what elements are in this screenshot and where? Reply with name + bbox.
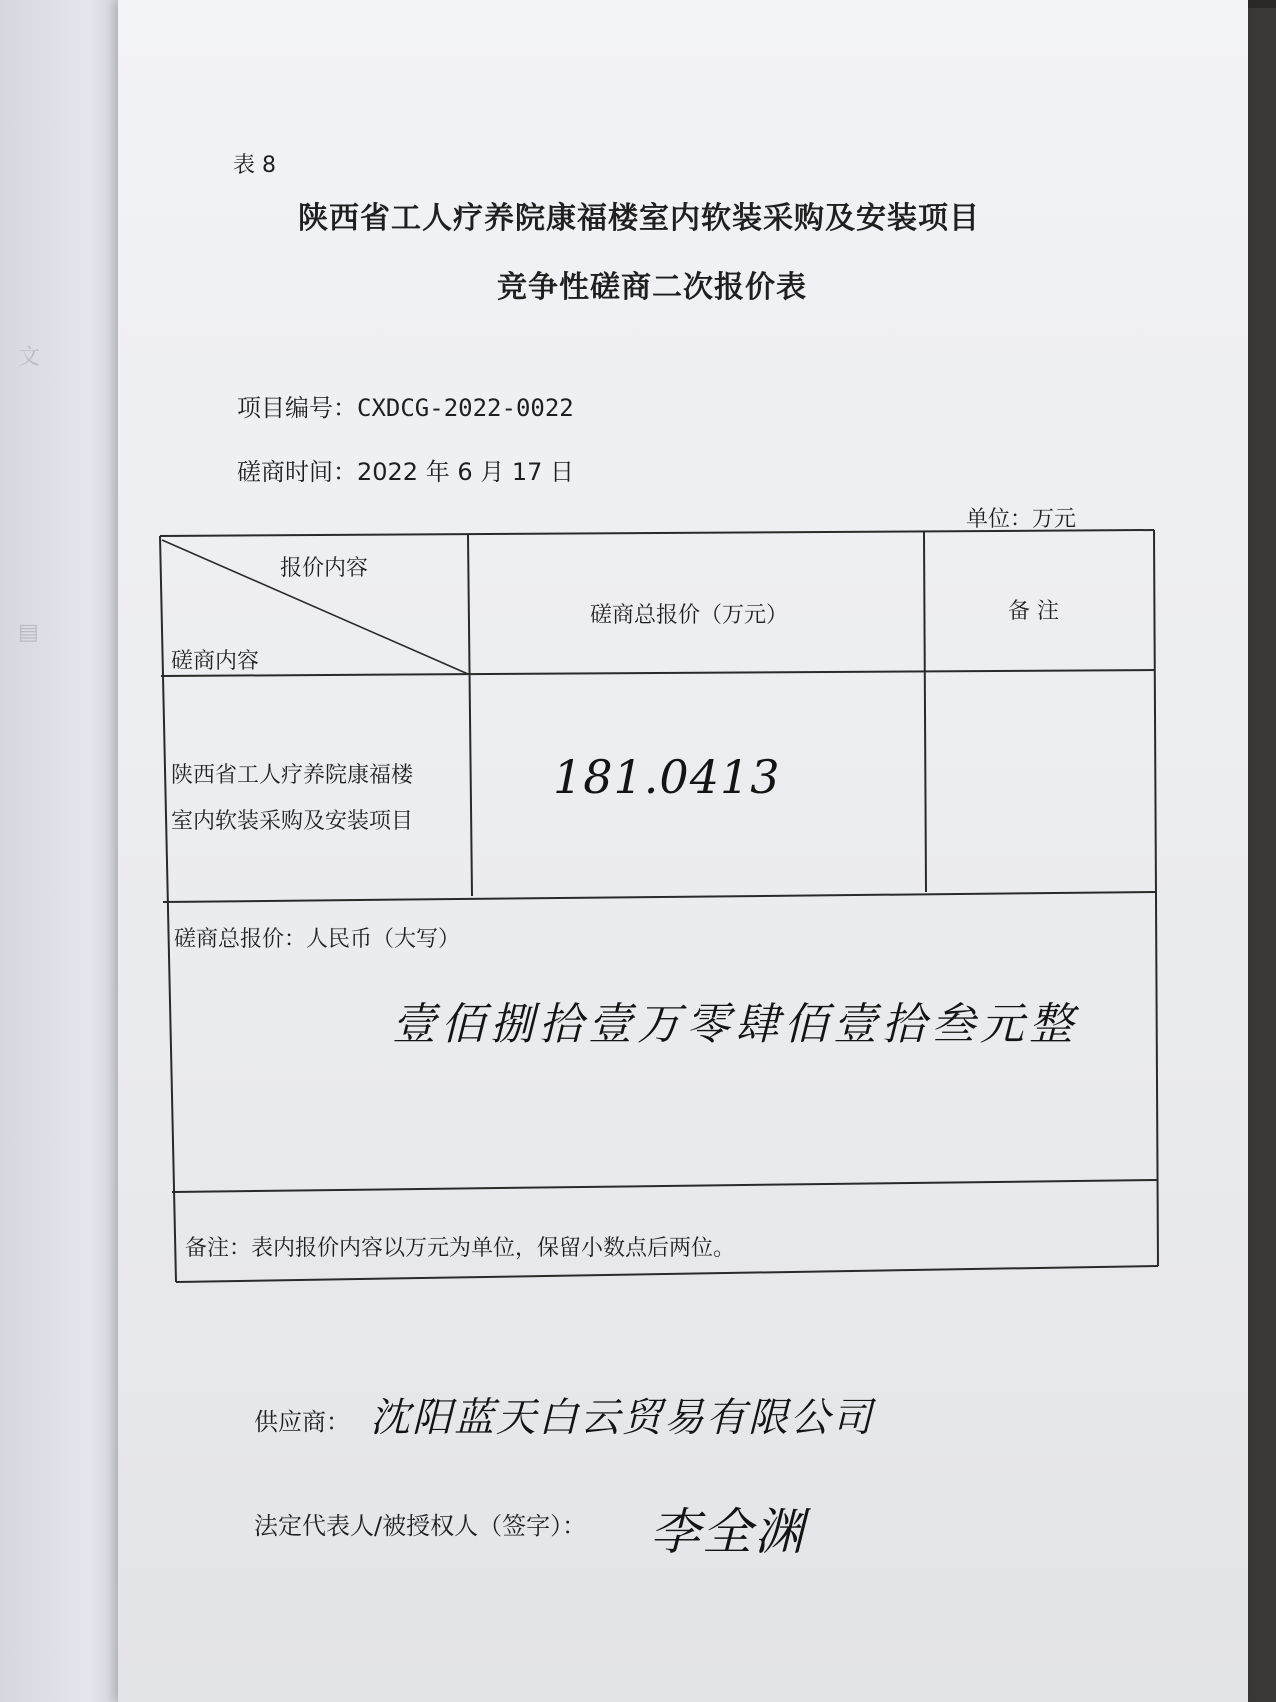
handwritten-supplier-name: 沈阳蓝天白云贸易有限公司: [370, 1395, 874, 1441]
project-number-value: CXDCG-2022-0022: [357, 394, 574, 422]
grid-line: [172, 1180, 1157, 1192]
item-name-line-1: 陕西省工人疗养院康福楼: [171, 763, 414, 788]
handwritten-signature: 李全渊: [650, 1503, 806, 1561]
date-label: 磋商时间：: [237, 458, 357, 486]
handwritten-total-in-words: 壹佰捌拾壹万零肆佰壹拾叁元整: [392, 999, 1078, 1050]
grid-line: [468, 535, 472, 896]
title-line-1: 陕西省工人疗养院康福楼室内软装采购及安装项目: [298, 201, 980, 236]
handwritten-total-price: 181.0413: [553, 750, 781, 804]
project-number-label: 项目编号：: [237, 394, 357, 422]
grid-line: [163, 892, 1156, 902]
grid-line: [924, 532, 926, 892]
grid-line: [176, 1266, 1158, 1282]
table-number: 表 8: [233, 153, 276, 178]
grid-line: [161, 670, 1155, 676]
unit-label: 单位：万元: [966, 507, 1077, 532]
table-note: 备注：表内报价内容以万元为单位，保留小数点后两位。: [185, 1236, 736, 1261]
supplier-label: 供应商：: [254, 1408, 350, 1436]
item-name-line-2: 室内软装采购及安装项目: [171, 809, 414, 834]
header-quote-content: 报价内容: [280, 556, 369, 581]
header-total-price: 磋商总报价（万元）: [590, 603, 789, 628]
title-line-2: 竞争性磋商二次报价表: [497, 270, 807, 305]
ghost-text: 文: [18, 345, 41, 370]
signer-label: 法定代表人/被授权人（签字）：: [254, 1512, 587, 1540]
header-negotiation-content: 磋商内容: [171, 649, 260, 674]
header-remark: 备 注: [1008, 599, 1059, 624]
grid-line: [1154, 530, 1158, 1266]
grid-line: [160, 530, 1154, 536]
total-in-words-label: 磋商总报价：人民币（大写）: [174, 927, 461, 952]
ghost-text: ▤: [18, 620, 39, 645]
date-value: 2022 年 6 月 17 日: [357, 458, 575, 486]
